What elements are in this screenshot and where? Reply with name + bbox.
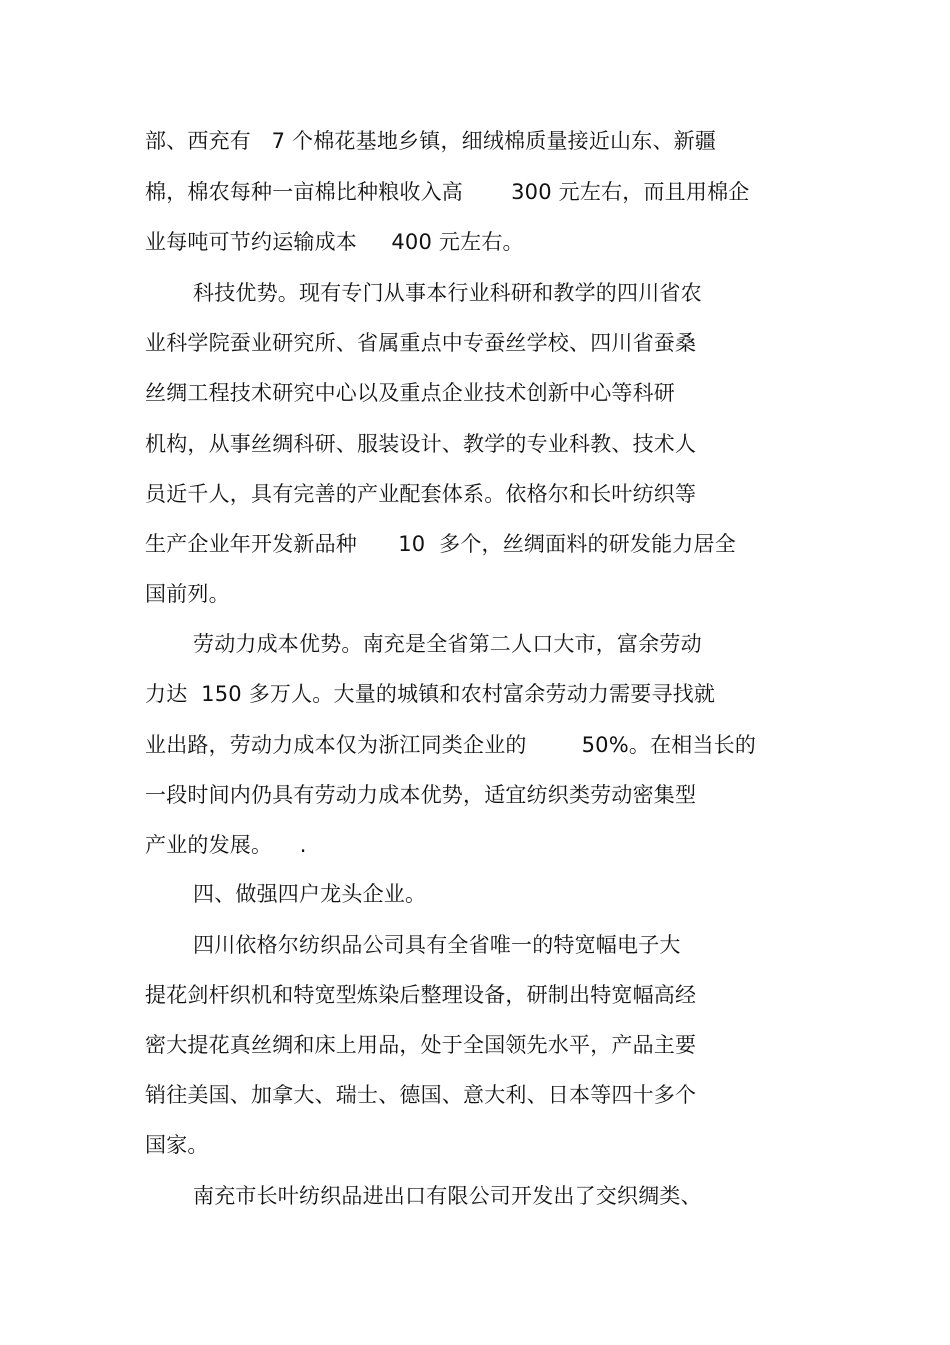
- text-line: 业每吨可节约运输成本 400 元左右。: [145, 230, 524, 254]
- text-line: 业出路，劳动力成本仅为浙江同类企业的 50%。在相当长的: [145, 733, 757, 757]
- paragraph-start-labor-cost: 劳动力成本优势。南充是全省第二人口大市，富余劳动: [193, 632, 702, 656]
- text-line: 部、西充有 7 个棉花基地乡镇，细绒棉质量接近山东、新疆: [145, 129, 717, 153]
- text-line: 机构，从事丝绸科研、服装设计、教学的专业科教、技术人: [145, 432, 697, 456]
- text-line: 员近千人，具有完善的产业配套体系。依格尔和长叶纺织等: [145, 482, 697, 506]
- text-line: 销往美国、加拿大、瑞士、德国、意大利、日本等四十多个: [145, 1083, 697, 1107]
- text-line: 产业的发展。 .: [145, 833, 307, 857]
- text-line: 业科学院蚕业研究所、省属重点中专蚕丝学校、四川省蚕桑: [145, 331, 697, 355]
- text-line: 棉，棉农每种一亩棉比种粮收入高 300 元左右，而且用棉企: [145, 180, 750, 204]
- paragraph-start-changye: 南充市长叶纺织品进出口有限公司开发出了交织绸类、: [193, 1184, 702, 1208]
- text-line: 密大提花真丝绸和床上用品，处于全国领先水平，产品主要: [145, 1033, 697, 1057]
- text-line: 一段时间内仍具有劳动力成本优势，适宜纺织类劳动密集型: [145, 783, 697, 807]
- text-line: 丝绸工程技术研究中心以及重点企业技术创新中心等科研: [145, 381, 675, 405]
- text-line: 国前列。: [145, 582, 230, 606]
- text-line: 提花剑杆织机和特宽型炼染后整理设备，研制出特宽幅高经: [145, 983, 697, 1007]
- text-line: 生产企业年开发新品种 10 多个，丝绸面料的研发能力居全: [145, 532, 736, 556]
- section-heading: 四、做强四户龙头企业。: [193, 882, 427, 906]
- text-line: 力达 150 多万人。大量的城镇和农村富余劳动力需要寻找就: [145, 682, 716, 706]
- paragraph-start-tech-advantage: 科技优势。现有专门从事本行业科研和教学的四川省农: [193, 281, 702, 305]
- paragraph-start-yigeer: 四川依格尔纺织品公司具有全省唯一的特宽幅电子大: [193, 933, 681, 957]
- text-line: 国家。: [145, 1133, 209, 1157]
